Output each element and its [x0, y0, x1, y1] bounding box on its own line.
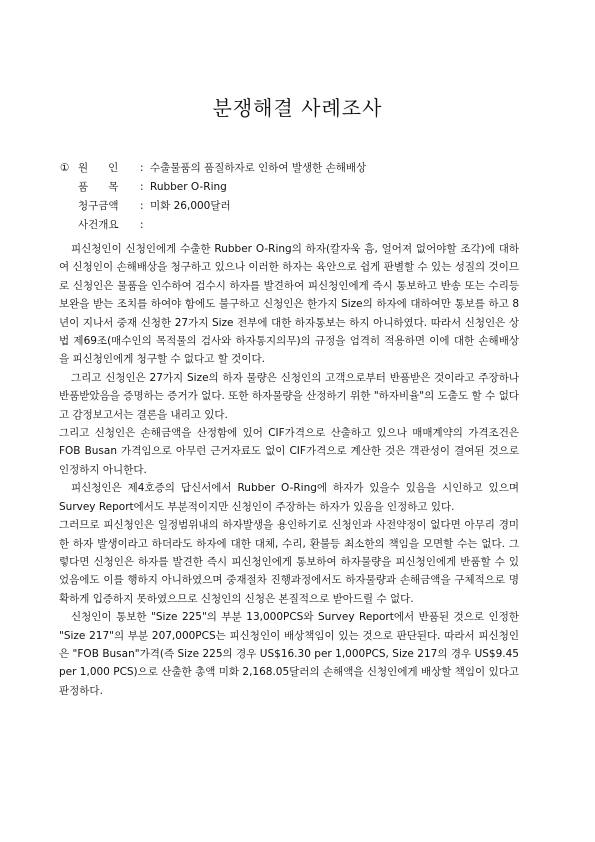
meta-label: 원 인	[78, 162, 119, 174]
page-title: 분쟁해결 사례조사	[212, 96, 383, 120]
paragraph: 그리고 신청인은 27가지 Size의 하자 물량은 신청인의 고객으로부터 반품받은 것이라고 주장하나 반품받았음을 증명하는 증거가 없다. 또한 하자물량을 산정하기 위한 "하자비율"의 도출도 할 수 없다고 감정보고서는 결론을 내리고 있다.	[59, 371, 519, 421]
meta-separator: :	[140, 219, 144, 231]
paragraph: 그리고 신청인은 손해금액을 산정함에 있어 CIF가격으로 산출하고 있으나 매매계약의 가격조건은 FOB Busan 가격임으로 아무런 근거자료도 없이 CIF가격으로 계산한 것은 객관성이 결여된 것으로 인정하지 아니한다.	[59, 427, 519, 476]
meta-row-item	[60, 178, 540, 197]
case-summary-meta	[60, 159, 540, 235]
circled-number-marker: ①	[60, 162, 70, 174]
meta-separator: :	[140, 181, 144, 193]
meta-bullet-spacer	[60, 178, 78, 197]
meta-row-cause	[60, 159, 540, 178]
meta-label: 품 목	[78, 181, 119, 193]
meta-bullet-spacer	[60, 216, 78, 235]
paragraph: 그러므로 피신청인은 일정범위내의 하자발생을 용인하기로 신청인과 사전약정이 없다면 아무리 경미한 하자 발생이라고 하더라도 하자에 대한 대체, 수리, 환불등 최소한의 책임을 모면할 수는 없다. 그렇다면 신청인은 하자를 발견한 즉시 피신청인에게 통보하여 하자물량을 피신청인에게 반품할 수 있었음에도 이를 행하지 아니하였으며 중재절차 진행과정에서도 하자물량과 손해금액을 구체적으로 명확하게 입증하지 못하였으므로 신청인의 신청은 본질적으로 받아드릴 수 없다.	[59, 519, 519, 605]
meta-label: 사건개요	[78, 219, 119, 231]
meta-row-claim-amount	[60, 197, 540, 216]
case-body	[59, 240, 519, 700]
paragraph: 피신청인은 제4호증의 답신서에서 Rubber O-Ring에 하자가 있을수 있음을 시인하고 있으며 Survey Report에서도 부분적이지만 신청인이 주장하는 하자가 있음을 인정하고 있다.	[59, 482, 519, 513]
meta-value: 수출물품의 품질하자로 인하여 발생한 손해배상	[150, 162, 367, 174]
meta-separator: :	[140, 200, 144, 212]
meta-label: 청구금액	[78, 200, 119, 212]
meta-separator: :	[140, 162, 144, 174]
meta-row-case-overview	[60, 216, 540, 235]
meta-value: Rubber O-Ring	[150, 181, 227, 193]
meta-value: 미화 26,000달러	[150, 200, 231, 212]
paragraph: 신청인이 통보한 "Size 225"의 부분 13,000PCS와 Survey Report에서 반품된 것으로 인정한 "Size 217"의 부분 207,000PCS는 피신청인이 배상책임이 있는 것으로 판단된다. 따라서 피신청인은 "FOB Busan"가격(즉 Size 225의 경우 US$16.30 per 1,000PCS, Size 217의 경우 US$9.45 per 1,000 PCS)으로 산출한 총액 미화 2,168.05달러의 손해액을 신청인에게 배상할 책임이 있다고 판정하다.	[59, 611, 519, 697]
meta-bullet-spacer	[60, 197, 78, 216]
paragraph: 피신청인이 신청인에게 수출한 Rubber O-Ring의 하자(칼자욱 흠, 얼어져 없어야할 조각)에 대하여 신청인이 손해배상을 청구하고 있으나 이러한 하자는 육안으로 쉽게 판별할 수 있는 성질의 것이므로 신청인은 물품을 인수하여 검수시 하자를 발견하여 피신청인에게 즉시 통보하고 반송 또는 수리등 보완을 받는 조치를 하여야 함에도 불구하고 신청인은 한가지 Size의 하자에 대하여만 통보를 하고 8년이 지나서 중재 신청한 27가지 Size 전부에 대한 하자통보는 하지 아니하였다. 따라서 신청인은 상법 제69조(매수인의 목적물의 검사와 하자통지의무)의 규정을 엄격히 적용하면 이에 대한 손해배상을 피신청인에게 청구할 수 없다고 할 것이다.	[59, 243, 519, 366]
